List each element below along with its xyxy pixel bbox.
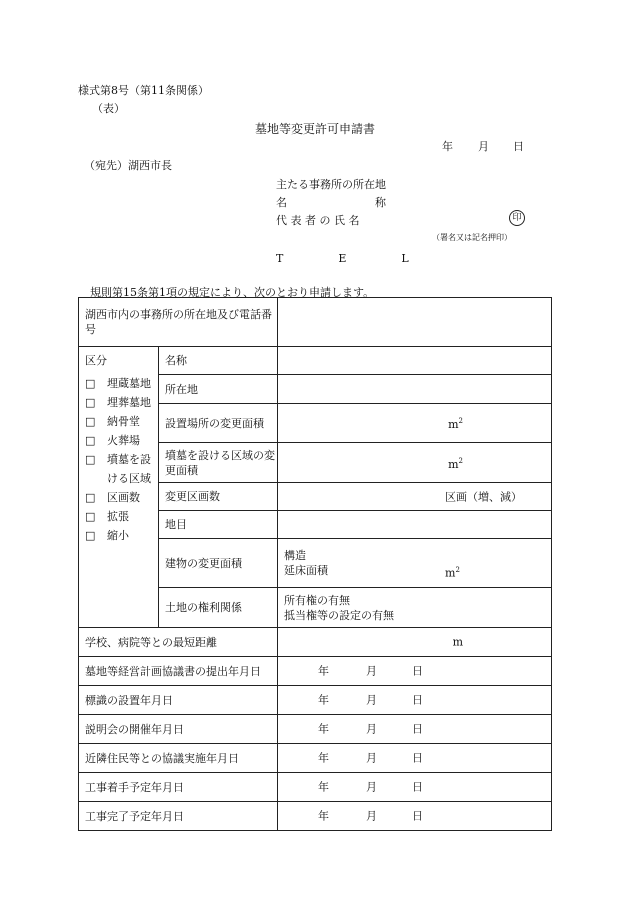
checkbox[interactable]: □ [85,491,96,504]
floor-area-label: 延床面積 [284,564,328,577]
application-table [78,297,552,831]
checkbox[interactable]: □ [85,510,96,523]
sub-name-label: 名称 [159,347,278,375]
table-row [79,686,552,715]
seal-note: （署名又は記名押印） [432,233,512,242]
construction-start-date[interactable]: 年 月 日 [278,773,552,802]
sub-tomb-area-value[interactable] [278,443,552,483]
checkbox[interactable]: □ [85,415,96,428]
sub-location-value[interactable] [278,375,552,404]
sub-tomb-area-label: 墳墓を設ける区域の変更面積 [159,443,278,483]
structure-label: 構造 [284,549,306,562]
option-funbo-area[interactable]: □ 墳墓を設 [85,450,158,469]
table-row [79,298,552,347]
plan-submission-date[interactable]: 年 月 日 [278,657,552,686]
distance-value[interactable] [278,628,552,657]
form-side-label: （表） [92,102,125,115]
table-row [79,715,552,744]
seal-mark: 印 [509,210,525,226]
mortgage-label: 抵当権等の設定の有無 [284,608,394,622]
distance-label: 学校、病院等との最短距離 [79,628,278,657]
form-title: 墓地等変更許可申請書 [254,122,375,136]
construction-end-label: 工事完了予定年月日 [79,802,278,831]
checkbox[interactable]: □ [85,377,96,390]
sub-land-rights-label: 土地の権利関係 [159,588,278,628]
neighbor-consultation-date[interactable]: 年 月 日 [278,744,552,773]
unit-meter: m [452,635,463,649]
unit-m2: $m^2$ [448,417,463,431]
option-nokotsudo[interactable]: □ 納骨堂 [85,412,158,431]
sub-location-label: 所在地 [159,375,278,404]
sub-area-change-label: 設置場所の変更面積 [159,404,278,443]
sub-building-area-value[interactable] [278,539,552,588]
office-address-label: 主たる事務所の所在地 [276,178,386,191]
tel-label: T E L [276,252,409,265]
briefing-date[interactable]: 年 月 日 [278,715,552,744]
checkbox[interactable]: □ [85,396,96,409]
representative-label: 代 表 者 の 氏 名 [276,214,360,227]
form-number: 様式第8号（第11条関係） [78,84,209,97]
plan-submission-label: 墓地等経営計画協議書の提出年月日 [79,657,278,686]
table-row [79,744,552,773]
option-kasoba[interactable]: □ 火葬場 [85,431,158,450]
unit-m2: $m^2$ [448,456,463,471]
date-year-label: 年 [442,140,453,153]
table-row [79,628,552,657]
option-reduce[interactable]: □ 縮小 [85,526,158,545]
table-row [79,802,552,831]
checkbox[interactable]: □ [85,434,96,447]
sub-name-value[interactable] [278,347,552,375]
construction-start-label: 工事着手予定年月日 [79,773,278,802]
intro-text: 規則第15条第1項の規定により、次のとおり申請します。 [90,286,375,299]
sub-area-change-value[interactable] [278,404,552,443]
neighbor-consultation-label: 近隣住民等との協議実施年月日 [79,744,278,773]
sign-installation-label: 標識の設置年月日 [79,686,278,715]
office-in-city-value[interactable] [278,298,552,347]
option-plot-count[interactable]: □ 区画数 [85,488,158,507]
option-maizo[interactable]: □ 埋蔵墓地 [85,374,158,393]
sub-plot-change-label: 変更区画数 [159,483,278,511]
checkbox[interactable]: □ [85,529,96,542]
table-row [79,657,552,686]
sub-building-area-label: 建物の変更面積 [159,539,278,588]
date-month-label: 月 [478,140,489,153]
kubun-cell [79,347,159,628]
construction-end-date[interactable]: 年 月 日 [278,802,552,831]
date-day-label: 日 [513,140,524,153]
briefing-label: 説明会の開催年月日 [79,715,278,744]
unit-plots: 区画（増、減） [445,490,522,503]
sub-land-category-value[interactable] [278,511,552,539]
unit-m2: $m^2$ [445,566,460,580]
sign-installation-date[interactable]: 年 月 日 [278,686,552,715]
ownership-label: 所有権の有無 [284,593,350,607]
table-row [79,773,552,802]
sub-land-rights-value[interactable] [278,588,552,628]
office-in-city-label: 湖西市内の事務所の所在地及び電話番号 [79,298,278,347]
option-maiso[interactable]: □ 埋葬墓地 [85,393,158,412]
name-label: 名 称 [276,196,386,209]
sub-land-category-label: 地目 [159,511,278,539]
addressee: （宛先）湖西市長 [84,159,172,172]
sub-plot-change-value[interactable] [278,483,552,511]
option-expand[interactable]: □ 拡張 [85,507,158,526]
option-funbo-area-cont: ける区域 [107,472,151,485]
table-row [79,347,552,375]
kubun-heading: 区分 [85,354,107,367]
checkbox[interactable]: □ [85,453,96,466]
